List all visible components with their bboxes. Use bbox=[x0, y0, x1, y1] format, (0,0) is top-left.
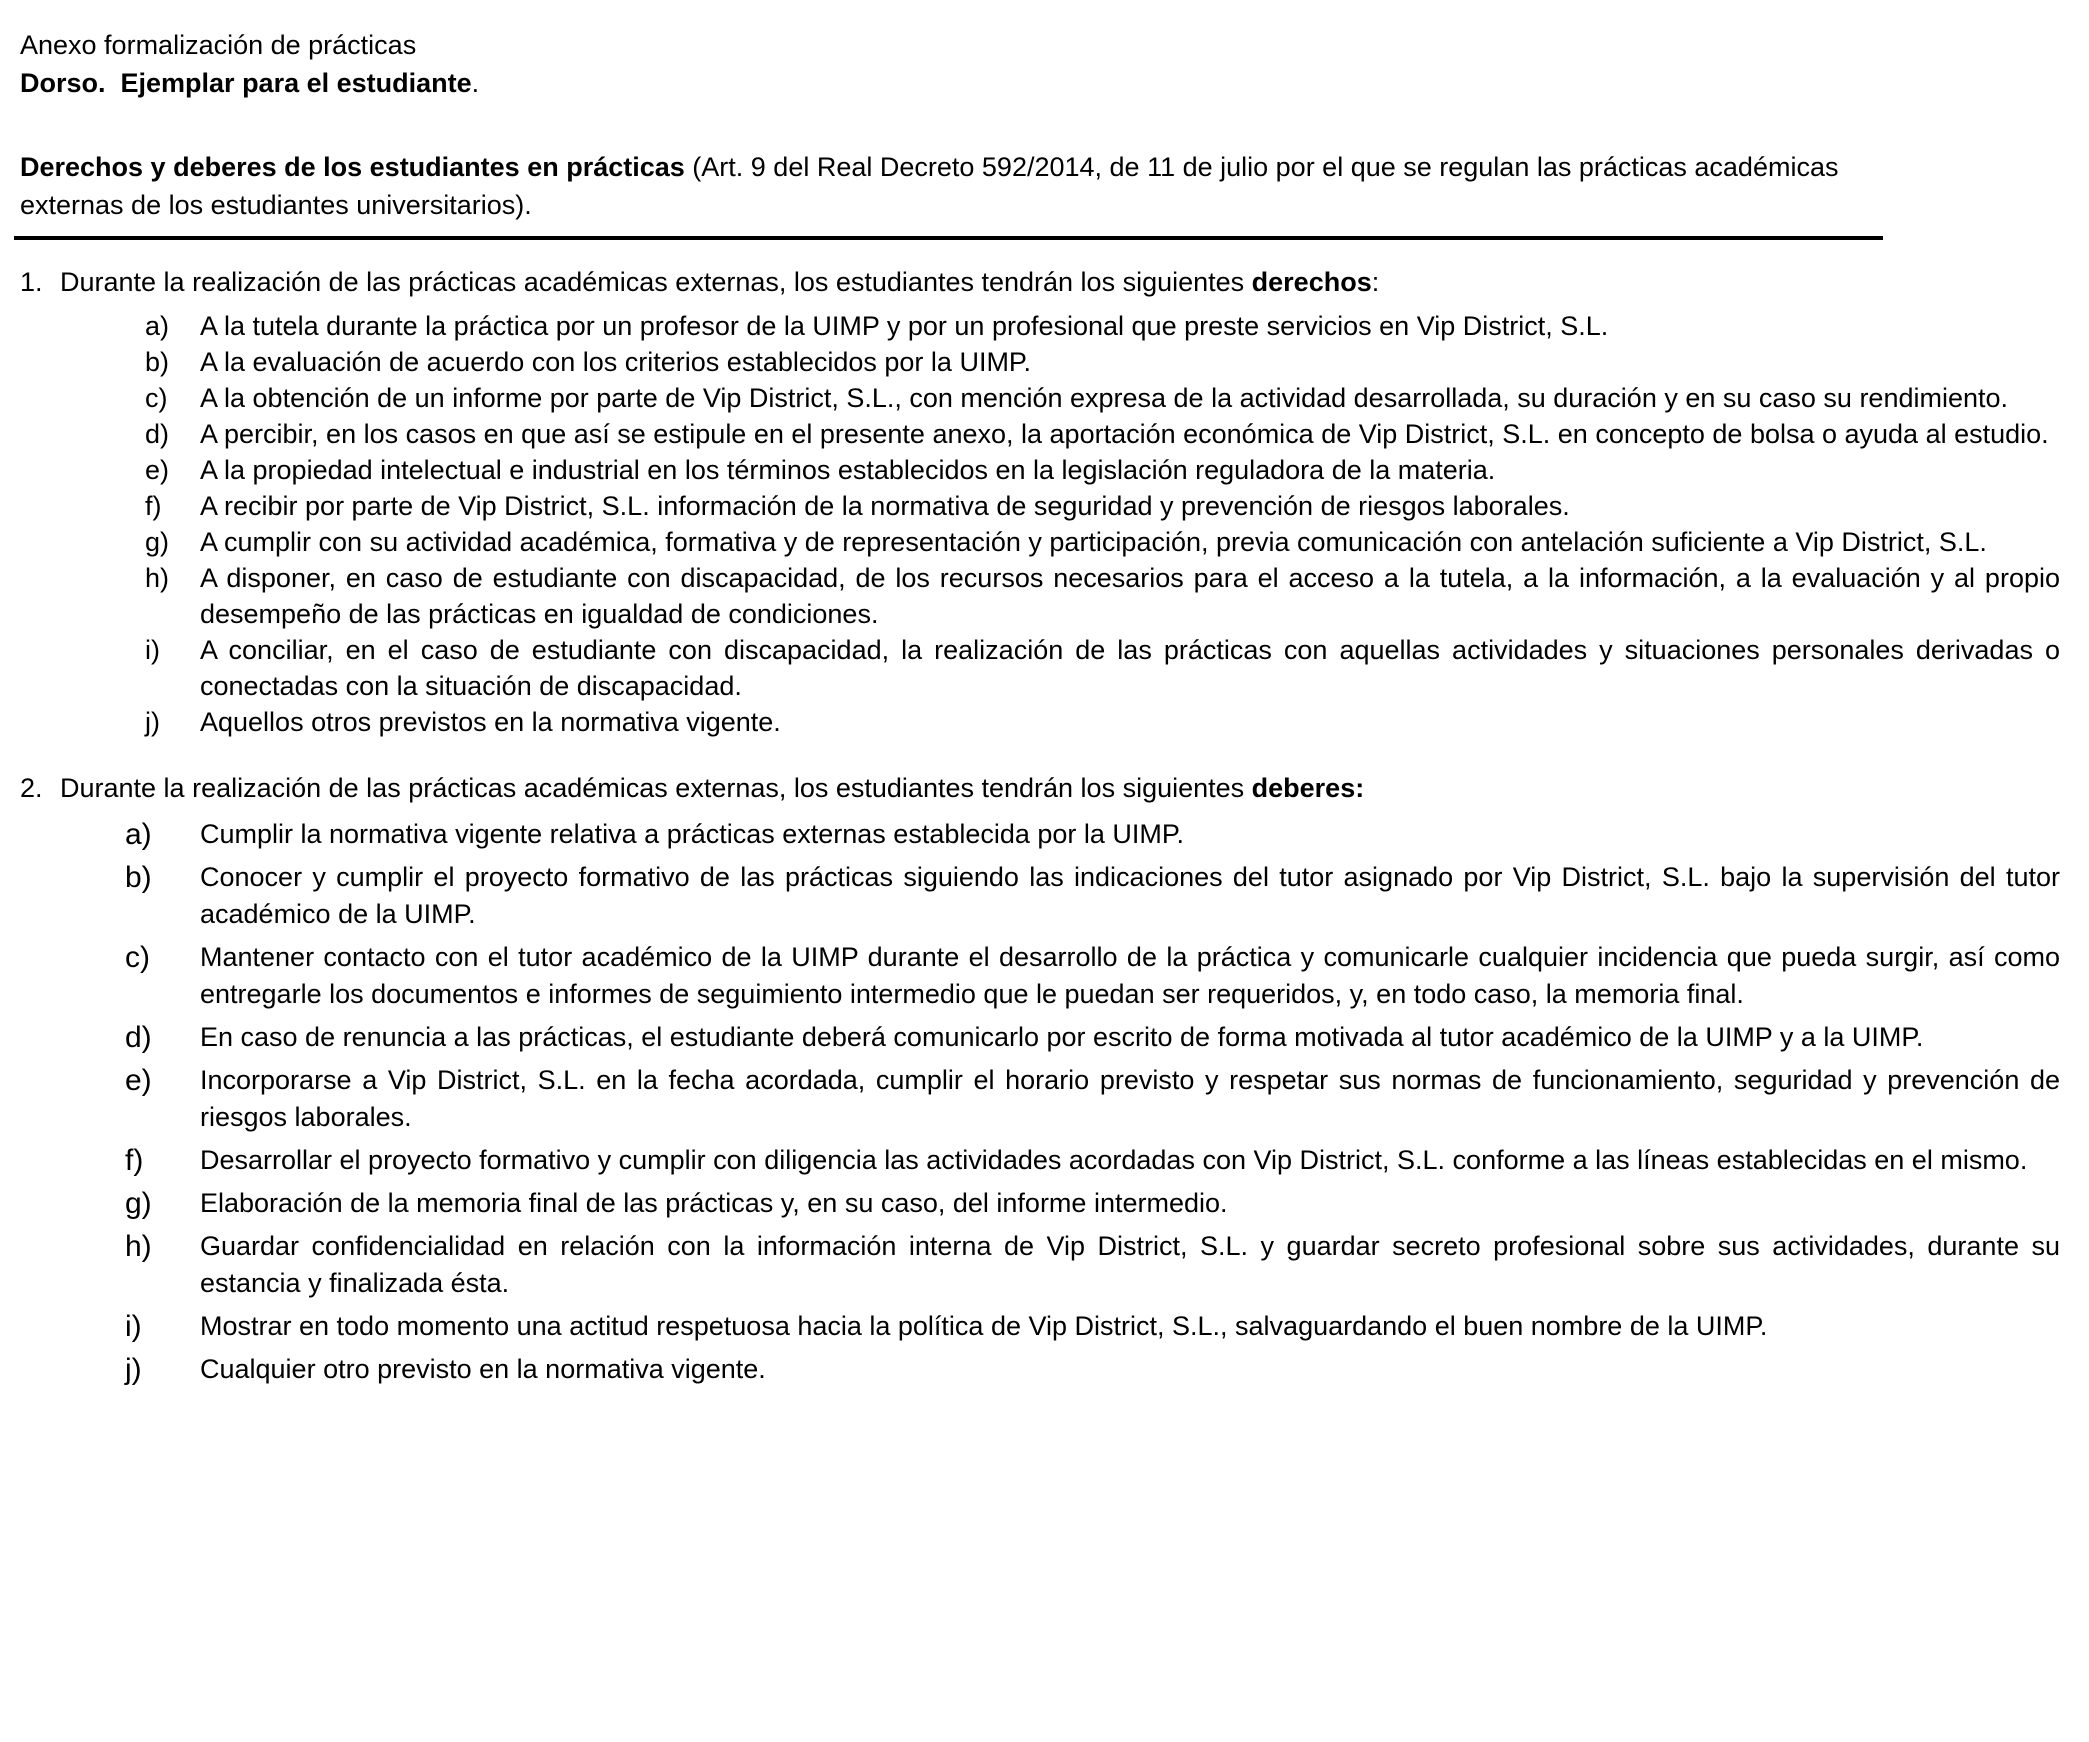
item-marker: j) bbox=[125, 1353, 142, 1386]
derechos-list bbox=[20, 308, 2060, 740]
item-text: A cumplir con su actividad académica, formativa y de representación y participación, previa comunicación con antelación suficiente a Vip District, S.L. bbox=[200, 527, 1987, 557]
item-marker: j) bbox=[145, 707, 160, 737]
indent-spacer bbox=[20, 488, 145, 524]
list-item bbox=[20, 859, 2060, 933]
item-marker: h) bbox=[125, 1230, 152, 1263]
indent-spacer bbox=[20, 344, 145, 380]
item-text: A la tutela durante la práctica por un profesor de la UIMP y por un profesional que preste servicios en Vip District, S.L. bbox=[200, 311, 1609, 341]
item-marker: e) bbox=[125, 1064, 152, 1097]
rights-duties-heading bbox=[20, 148, 1865, 224]
list-item bbox=[20, 816, 2060, 853]
item-marker: f) bbox=[145, 491, 162, 521]
item-marker: i) bbox=[145, 635, 160, 665]
item-text: Conocer y cumplir el proyecto formativo de las prácticas siguiendo las indicaciones del tutor asignado por Vip District, S.L. bajo la supervisión del tutor académico de la UIMP. bbox=[200, 862, 2060, 929]
indent-spacer bbox=[20, 1062, 125, 1136]
item-text: Mostrar en todo momento una actitud respetuosa hacia la política de Vip District, S.L., salvaguardando el buen nombre de la UIMP. bbox=[200, 1311, 1768, 1341]
item-text: A percibir, en los casos en que así se estipule en el presente anexo, la aportación económica de Vip District, S.L. en concepto de bolsa o ayuda al estudio. bbox=[200, 419, 2049, 449]
list-item bbox=[20, 1308, 2060, 1345]
item-marker: a) bbox=[125, 818, 152, 851]
indent-spacer bbox=[20, 1228, 125, 1302]
section-deberes bbox=[20, 770, 2060, 1388]
list-item bbox=[20, 1019, 2060, 1056]
indent-spacer bbox=[20, 704, 145, 740]
item-marker: a) bbox=[145, 311, 170, 341]
indent-spacer bbox=[20, 560, 145, 632]
item-marker: g) bbox=[145, 527, 170, 557]
indent-spacer bbox=[20, 1351, 125, 1388]
list-item bbox=[20, 416, 2060, 452]
list-item bbox=[20, 308, 2060, 344]
section-intro-pre: Durante la realización de las prácticas académicas externas, los estudiantes tendrán los siguientes bbox=[60, 267, 1252, 297]
list-item bbox=[20, 1062, 2060, 1136]
indent-spacer bbox=[20, 452, 145, 488]
item-text: A conciliar, en el caso de estudiante con discapacidad, la realización de las prácticas con aquellas actividades y situaciones personales derivadas o conectadas con la situación de discapacidad. bbox=[200, 635, 2060, 701]
list-item bbox=[20, 344, 2060, 380]
section-intro bbox=[60, 770, 2060, 806]
rights-duties-heading-bold: Derechos y deberes de los estudiantes en prácticas bbox=[20, 152, 685, 182]
indent-spacer bbox=[20, 524, 145, 560]
indent-spacer bbox=[20, 308, 145, 344]
annex-title: Anexo formalización de prácticas bbox=[20, 30, 417, 60]
item-marker: c) bbox=[145, 383, 168, 413]
item-text: Cumplir la normativa vigente relativa a prácticas externas establecida por la UIMP. bbox=[200, 819, 1184, 849]
item-text: Guardar confidencialidad en relación con la información interna de Vip District, S.L. y guardar secreto profesional sobre sus actividades, durante su estancia y finalizada ésta. bbox=[200, 1231, 2060, 1298]
list-item bbox=[20, 1185, 2060, 1222]
item-text: Mantener contacto con el tutor académico de la UIMP durante el desarrollo de la práctica y comunicarle cualquier incidencia que pueda surgir, así como entregarle los documentos e informes de seguimiento intermedio que le puedan ser requeridos, y, en todo caso, la memoria final. bbox=[200, 942, 2060, 1009]
divider-line bbox=[14, 236, 1883, 240]
list-item bbox=[20, 1142, 2060, 1179]
item-marker: b) bbox=[125, 861, 152, 894]
section-derechos-heading bbox=[20, 264, 2060, 300]
section-derechos bbox=[20, 264, 2060, 740]
list-item bbox=[20, 1351, 2060, 1388]
section-intro-bold: derechos bbox=[1251, 267, 1372, 297]
indent-spacer bbox=[20, 939, 125, 1013]
section-number: 1. bbox=[20, 267, 43, 297]
list-item bbox=[20, 488, 2060, 524]
indent-spacer bbox=[20, 859, 125, 933]
item-text: Desarrollar el proyecto formativo y cumplir con diligencia las actividades acordadas con Vip District, S.L. conforme a las líneas establecidas en el mismo. bbox=[200, 1145, 2028, 1175]
section-intro bbox=[60, 264, 2060, 300]
indent-spacer bbox=[20, 1185, 125, 1222]
item-text: A la obtención de un informe por parte de Vip District, S.L., con mención expresa de la actividad desarrollada, su duración y en su caso su rendimiento. bbox=[200, 383, 2009, 413]
indent-spacer bbox=[20, 632, 145, 704]
item-marker: b) bbox=[145, 347, 170, 377]
item-text: A disponer, en caso de estudiante con discapacidad, de los recursos necesarios para el acceso a la tutela, a la información, a la evaluación y al propio desempeño de las prácticas en igualdad de condiciones. bbox=[200, 563, 2060, 629]
item-marker: d) bbox=[145, 419, 170, 449]
item-text: Aquellos otros previstos en la normativa vigente. bbox=[200, 707, 781, 737]
deberes-list bbox=[20, 816, 2060, 1388]
list-item bbox=[20, 560, 2060, 632]
list-item bbox=[20, 632, 2060, 704]
indent-spacer bbox=[20, 380, 145, 416]
item-text: Cualquier otro previsto en la normativa vigente. bbox=[200, 1354, 766, 1384]
item-text: A la propiedad intelectual e industrial en los términos establecidos en la legislación reguladora de la materia. bbox=[200, 455, 1496, 485]
item-marker: h) bbox=[145, 563, 170, 593]
indent-spacer bbox=[20, 416, 145, 452]
item-marker: d) bbox=[125, 1021, 152, 1054]
item-marker: g) bbox=[125, 1187, 152, 1220]
list-item bbox=[20, 939, 2060, 1013]
section-intro-pre: Durante la realización de las prácticas académicas externas, los estudiantes tendrán los siguientes bbox=[60, 773, 1252, 803]
indent-spacer bbox=[20, 1142, 125, 1179]
item-text: En caso de renuncia a las prácticas, el estudiante deberá comunicarlo por escrito de forma motivada al tutor académico de la UIMP y a la UIMP. bbox=[200, 1022, 1924, 1052]
item-marker: f) bbox=[125, 1144, 144, 1177]
item-text: Incorporarse a Vip District, S.L. en la fecha acordada, cumplir el horario previsto y respetar sus normas de funcionamiento, seguridad y prevención de riesgos laborales. bbox=[200, 1065, 2060, 1132]
copy-subtitle-bold: Dorso. Ejemplar para el estudiante bbox=[20, 68, 472, 98]
indent-spacer bbox=[20, 816, 125, 853]
section-deberes-heading bbox=[20, 770, 2060, 806]
list-item bbox=[20, 524, 2060, 560]
item-text: A recibir por parte de Vip District, S.L. información de la normativa de seguridad y prevención de riesgos laborales. bbox=[200, 491, 1570, 521]
list-item bbox=[20, 1228, 2060, 1302]
item-marker: e) bbox=[145, 455, 170, 485]
item-marker: c) bbox=[125, 941, 150, 974]
rights-duties-heading-rest: (Art. 9 del Real Decreto 592/2014, de 11 de julio por el que se regulan las prácticas académicas externas de los estudiantes universitarios). bbox=[20, 152, 1839, 220]
item-text: A la evaluación de acuerdo con los criterios establecidos por la UIMP. bbox=[200, 347, 1031, 377]
copy-subtitle bbox=[20, 64, 2060, 102]
copy-subtitle-tail: . bbox=[471, 68, 480, 98]
list-item bbox=[20, 704, 2060, 740]
indent-spacer bbox=[20, 1308, 125, 1345]
section-intro-tail: : bbox=[1371, 267, 1380, 297]
indent-spacer bbox=[20, 1019, 125, 1056]
item-text: Elaboración de la memoria final de las prácticas y, en su caso, del informe intermedio. bbox=[200, 1188, 1228, 1218]
section-number: 2. bbox=[20, 773, 43, 803]
item-marker: i) bbox=[125, 1310, 142, 1343]
list-item bbox=[20, 380, 2060, 416]
list-item bbox=[20, 452, 2060, 488]
section-intro-bold: deberes: bbox=[1251, 773, 1365, 803]
